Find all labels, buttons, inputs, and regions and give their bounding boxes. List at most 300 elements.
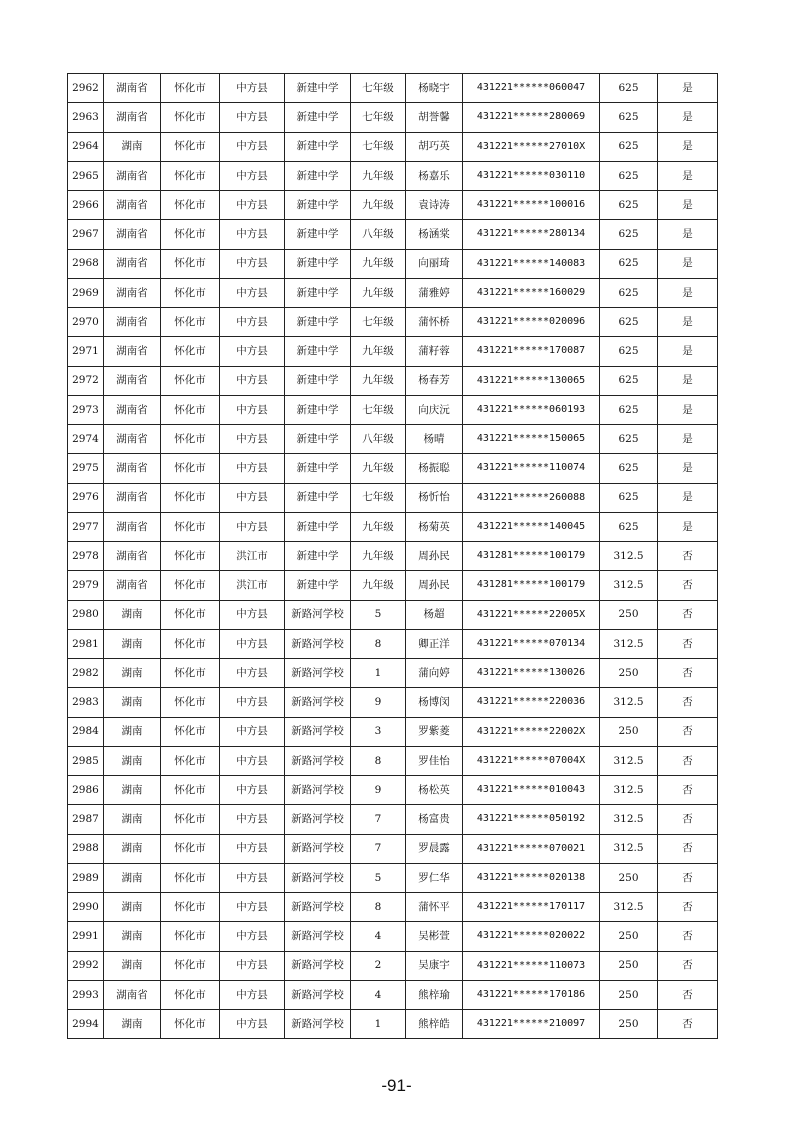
cell-flag: 否 <box>658 805 718 834</box>
cell-id-number: 431221******010043 <box>463 776 600 805</box>
cell-amount: 625 <box>600 103 658 132</box>
cell-province: 湖南 <box>104 922 161 951</box>
cell-grade: 8 <box>351 893 406 922</box>
table-row <box>68 980 718 1009</box>
cell-province: 湖南省 <box>104 74 161 103</box>
cell-county: 中方县 <box>220 132 285 161</box>
cell-city: 怀化市 <box>161 512 220 541</box>
cell-county: 中方县 <box>220 220 285 249</box>
cell-no: 2966 <box>68 191 104 220</box>
cell-grade: 九年级 <box>351 278 406 307</box>
cell-county: 中方县 <box>220 337 285 366</box>
cell-county: 洪江市 <box>220 542 285 571</box>
cell-id-number: 431221******160029 <box>463 278 600 307</box>
cell-id-number: 431221******150065 <box>463 425 600 454</box>
cell-county: 中方县 <box>220 951 285 980</box>
cell-amount: 250 <box>600 717 658 746</box>
cell-amount: 312.5 <box>600 688 658 717</box>
cell-county: 中方县 <box>220 454 285 483</box>
table-row <box>68 922 718 951</box>
cell-name: 熊梓瑜 <box>406 980 463 1009</box>
cell-county: 中方县 <box>220 805 285 834</box>
cell-province: 湖南 <box>104 629 161 658</box>
cell-county: 中方县 <box>220 308 285 337</box>
cell-grade: 九年级 <box>351 512 406 541</box>
cell-amount: 250 <box>600 951 658 980</box>
cell-name: 杨富贵 <box>406 805 463 834</box>
table-row <box>68 161 718 190</box>
cell-county: 中方县 <box>220 249 285 278</box>
cell-flag: 是 <box>658 191 718 220</box>
cell-province: 湖南 <box>104 776 161 805</box>
cell-name: 杨晴 <box>406 425 463 454</box>
cell-amount: 625 <box>600 161 658 190</box>
cell-flag: 否 <box>658 746 718 775</box>
cell-id-number: 431221******07004X <box>463 746 600 775</box>
cell-grade: 2 <box>351 951 406 980</box>
cell-amount: 625 <box>600 74 658 103</box>
cell-flag: 否 <box>658 922 718 951</box>
cell-school: 新路河学校 <box>285 1010 351 1039</box>
cell-county: 中方县 <box>220 512 285 541</box>
cell-name: 蒲雅婷 <box>406 278 463 307</box>
cell-school: 新路河学校 <box>285 659 351 688</box>
cell-province: 湖南省 <box>104 483 161 512</box>
cell-city: 怀化市 <box>161 483 220 512</box>
cell-province: 湖南 <box>104 863 161 892</box>
cell-name: 杨涵棠 <box>406 220 463 249</box>
cell-amount: 312.5 <box>600 571 658 600</box>
table-row <box>68 191 718 220</box>
cell-amount: 250 <box>600 863 658 892</box>
cell-amount: 250 <box>600 980 658 1009</box>
cell-county: 中方县 <box>220 161 285 190</box>
cell-grade: 3 <box>351 717 406 746</box>
table-row <box>68 454 718 483</box>
cell-city: 怀化市 <box>161 249 220 278</box>
cell-county: 中方县 <box>220 629 285 658</box>
cell-name: 杨博闵 <box>406 688 463 717</box>
cell-province: 湖南 <box>104 132 161 161</box>
cell-amount: 625 <box>600 366 658 395</box>
data-table <box>67 73 718 1039</box>
cell-no: 2978 <box>68 542 104 571</box>
cell-amount: 312.5 <box>600 542 658 571</box>
cell-school: 新路河学校 <box>285 922 351 951</box>
cell-county: 中方县 <box>220 834 285 863</box>
cell-no: 2975 <box>68 454 104 483</box>
cell-amount: 250 <box>600 600 658 629</box>
table-row <box>68 1010 718 1039</box>
cell-school: 新路河学校 <box>285 951 351 980</box>
cell-name: 罗佳怡 <box>406 746 463 775</box>
cell-amount: 250 <box>600 1010 658 1039</box>
cell-no: 2984 <box>68 717 104 746</box>
cell-no: 2976 <box>68 483 104 512</box>
cell-grade: 9 <box>351 776 406 805</box>
cell-grade: 4 <box>351 922 406 951</box>
cell-grade: 七年级 <box>351 483 406 512</box>
cell-grade: 七年级 <box>351 74 406 103</box>
cell-city: 怀化市 <box>161 571 220 600</box>
cell-amount: 625 <box>600 395 658 424</box>
cell-amount: 312.5 <box>600 834 658 863</box>
cell-flag: 否 <box>658 571 718 600</box>
cell-province: 湖南 <box>104 805 161 834</box>
cell-province: 湖南省 <box>104 191 161 220</box>
cell-province: 湖南 <box>104 717 161 746</box>
cell-id-number: 431221******170087 <box>463 337 600 366</box>
cell-id-number: 431221******27010X <box>463 132 600 161</box>
cell-province: 湖南省 <box>104 103 161 132</box>
cell-flag: 是 <box>658 308 718 337</box>
cell-name: 杨振聪 <box>406 454 463 483</box>
cell-flag: 否 <box>658 717 718 746</box>
table-row <box>68 278 718 307</box>
cell-grade: 1 <box>351 659 406 688</box>
cell-province: 湖南省 <box>104 395 161 424</box>
table-row <box>68 805 718 834</box>
cell-flag: 否 <box>658 600 718 629</box>
cell-grade: 九年级 <box>351 337 406 366</box>
cell-province: 湖南省 <box>104 249 161 278</box>
cell-province: 湖南省 <box>104 308 161 337</box>
cell-id-number: 431221******220036 <box>463 688 600 717</box>
cell-id-number: 431221******060193 <box>463 395 600 424</box>
cell-grade: 九年级 <box>351 161 406 190</box>
cell-name: 胡巧英 <box>406 132 463 161</box>
cell-name: 吴彬萱 <box>406 922 463 951</box>
cell-amount: 312.5 <box>600 746 658 775</box>
cell-flag: 否 <box>658 659 718 688</box>
cell-grade: 8 <box>351 746 406 775</box>
cell-city: 怀化市 <box>161 688 220 717</box>
cell-name: 周孙民 <box>406 542 463 571</box>
cell-city: 怀化市 <box>161 629 220 658</box>
cell-flag: 是 <box>658 103 718 132</box>
cell-flag: 是 <box>658 366 718 395</box>
cell-no: 2974 <box>68 425 104 454</box>
cell-county: 中方县 <box>220 980 285 1009</box>
cell-amount: 312.5 <box>600 805 658 834</box>
cell-school: 新建中学 <box>285 542 351 571</box>
cell-no: 2967 <box>68 220 104 249</box>
cell-id-number: 431221******170117 <box>463 893 600 922</box>
cell-flag: 是 <box>658 512 718 541</box>
cell-id-number: 431221******020096 <box>463 308 600 337</box>
cell-county: 中方县 <box>220 893 285 922</box>
cell-name: 罗紫菱 <box>406 717 463 746</box>
cell-county: 中方县 <box>220 191 285 220</box>
cell-city: 怀化市 <box>161 717 220 746</box>
cell-flag: 否 <box>658 1010 718 1039</box>
cell-no: 2982 <box>68 659 104 688</box>
cell-province: 湖南省 <box>104 571 161 600</box>
cell-county: 中方县 <box>220 922 285 951</box>
cell-no: 2968 <box>68 249 104 278</box>
cell-county: 中方县 <box>220 278 285 307</box>
table-row <box>68 688 718 717</box>
cell-grade: 5 <box>351 600 406 629</box>
cell-amount: 625 <box>600 191 658 220</box>
cell-name: 杨忻怡 <box>406 483 463 512</box>
table-row <box>68 132 718 161</box>
cell-no: 2986 <box>68 776 104 805</box>
table-row <box>68 951 718 980</box>
cell-city: 怀化市 <box>161 951 220 980</box>
cell-county: 中方县 <box>220 1010 285 1039</box>
table-row <box>68 542 718 571</box>
cell-province: 湖南 <box>104 893 161 922</box>
cell-id-number: 431221******260088 <box>463 483 600 512</box>
cell-county: 中方县 <box>220 688 285 717</box>
cell-no: 2964 <box>68 132 104 161</box>
cell-school: 新建中学 <box>285 74 351 103</box>
cell-school: 新路河学校 <box>285 629 351 658</box>
cell-name: 杨嘉乐 <box>406 161 463 190</box>
cell-id-number: 431281******100179 <box>463 571 600 600</box>
cell-amount: 250 <box>600 659 658 688</box>
cell-city: 怀化市 <box>161 863 220 892</box>
cell-amount: 312.5 <box>600 893 658 922</box>
table-row <box>68 629 718 658</box>
cell-id-number: 431221******070021 <box>463 834 600 863</box>
cell-flag: 否 <box>658 776 718 805</box>
cell-city: 怀化市 <box>161 366 220 395</box>
cell-school: 新建中学 <box>285 337 351 366</box>
cell-grade: 4 <box>351 980 406 1009</box>
page-number: -91- <box>381 1076 412 1095</box>
table-row <box>68 717 718 746</box>
cell-city: 怀化市 <box>161 425 220 454</box>
cell-id-number: 431281******100179 <box>463 542 600 571</box>
cell-province: 湖南省 <box>104 220 161 249</box>
cell-school: 新建中学 <box>285 395 351 424</box>
cell-no: 2994 <box>68 1010 104 1039</box>
cell-school: 新建中学 <box>285 161 351 190</box>
cell-id-number: 431221******140083 <box>463 249 600 278</box>
table-row <box>68 425 718 454</box>
cell-county: 中方县 <box>220 395 285 424</box>
cell-amount: 625 <box>600 454 658 483</box>
cell-city: 怀化市 <box>161 103 220 132</box>
cell-id-number: 431221******020022 <box>463 922 600 951</box>
cell-school: 新建中学 <box>285 425 351 454</box>
cell-city: 怀化市 <box>161 659 220 688</box>
cell-school: 新建中学 <box>285 132 351 161</box>
cell-grade: 九年级 <box>351 191 406 220</box>
cell-city: 怀化市 <box>161 893 220 922</box>
cell-no: 2981 <box>68 629 104 658</box>
cell-flag: 否 <box>658 951 718 980</box>
table-row <box>68 746 718 775</box>
cell-grade: 九年级 <box>351 454 406 483</box>
cell-grade: 七年级 <box>351 103 406 132</box>
cell-city: 怀化市 <box>161 1010 220 1039</box>
cell-city: 怀化市 <box>161 337 220 366</box>
cell-no: 2962 <box>68 74 104 103</box>
cell-county: 中方县 <box>220 863 285 892</box>
cell-name: 杨松英 <box>406 776 463 805</box>
cell-name: 罗仁华 <box>406 863 463 892</box>
cell-school: 新建中学 <box>285 278 351 307</box>
cell-amount: 250 <box>600 922 658 951</box>
cell-no: 2965 <box>68 161 104 190</box>
cell-no: 2992 <box>68 951 104 980</box>
table-row <box>68 483 718 512</box>
cell-name: 蒲籽蓉 <box>406 337 463 366</box>
cell-flag: 是 <box>658 132 718 161</box>
cell-city: 怀化市 <box>161 161 220 190</box>
cell-amount: 625 <box>600 337 658 366</box>
cell-id-number: 431221******280069 <box>463 103 600 132</box>
cell-name: 向庆沅 <box>406 395 463 424</box>
cell-province: 湖南省 <box>104 161 161 190</box>
cell-name: 杨超 <box>406 600 463 629</box>
cell-county: 中方县 <box>220 483 285 512</box>
cell-city: 怀化市 <box>161 542 220 571</box>
cell-id-number: 431221******110074 <box>463 454 600 483</box>
cell-province: 湖南 <box>104 746 161 775</box>
cell-amount: 625 <box>600 512 658 541</box>
cell-id-number: 431221******020138 <box>463 863 600 892</box>
table-row <box>68 220 718 249</box>
cell-county: 中方县 <box>220 366 285 395</box>
cell-school: 新路河学校 <box>285 717 351 746</box>
table-row <box>68 366 718 395</box>
table-row <box>68 571 718 600</box>
cell-flag: 否 <box>658 688 718 717</box>
cell-name: 蒲向婷 <box>406 659 463 688</box>
cell-id-number: 431221******130065 <box>463 366 600 395</box>
cell-province: 湖南省 <box>104 425 161 454</box>
cell-province: 湖南 <box>104 600 161 629</box>
cell-province: 湖南 <box>104 951 161 980</box>
cell-province: 湖南省 <box>104 454 161 483</box>
cell-city: 怀化市 <box>161 74 220 103</box>
cell-id-number: 431221******110073 <box>463 951 600 980</box>
cell-city: 怀化市 <box>161 278 220 307</box>
cell-id-number: 431221******22005X <box>463 600 600 629</box>
cell-no: 2987 <box>68 805 104 834</box>
cell-school: 新建中学 <box>285 366 351 395</box>
cell-flag: 是 <box>658 249 718 278</box>
cell-id-number: 431221******22002X <box>463 717 600 746</box>
cell-city: 怀化市 <box>161 805 220 834</box>
table-row <box>68 395 718 424</box>
cell-school: 新路河学校 <box>285 863 351 892</box>
cell-id-number: 431221******170186 <box>463 980 600 1009</box>
cell-flag: 是 <box>658 483 718 512</box>
cell-city: 怀化市 <box>161 454 220 483</box>
cell-flag: 是 <box>658 337 718 366</box>
cell-amount: 625 <box>600 425 658 454</box>
cell-no: 2985 <box>68 746 104 775</box>
cell-grade: 九年级 <box>351 571 406 600</box>
cell-name: 周孙民 <box>406 571 463 600</box>
cell-city: 怀化市 <box>161 776 220 805</box>
cell-no: 2973 <box>68 395 104 424</box>
cell-province: 湖南省 <box>104 278 161 307</box>
table-body <box>68 74 718 1039</box>
cell-school: 新路河学校 <box>285 746 351 775</box>
cell-id-number: 431221******280134 <box>463 220 600 249</box>
cell-name: 卿正洋 <box>406 629 463 658</box>
cell-grade: 八年级 <box>351 425 406 454</box>
table-row <box>68 659 718 688</box>
cell-no: 2993 <box>68 980 104 1009</box>
cell-name: 袁诗涛 <box>406 191 463 220</box>
cell-no: 2963 <box>68 103 104 132</box>
cell-province: 湖南省 <box>104 337 161 366</box>
cell-flag: 否 <box>658 834 718 863</box>
cell-flag: 是 <box>658 454 718 483</box>
cell-name: 杨春芳 <box>406 366 463 395</box>
cell-school: 新建中学 <box>285 103 351 132</box>
cell-county: 中方县 <box>220 717 285 746</box>
cell-province: 湖南省 <box>104 512 161 541</box>
cell-amount: 625 <box>600 220 658 249</box>
table-row <box>68 863 718 892</box>
cell-school: 新路河学校 <box>285 980 351 1009</box>
cell-school: 新路河学校 <box>285 893 351 922</box>
cell-grade: 七年级 <box>351 395 406 424</box>
cell-province: 湖南 <box>104 688 161 717</box>
cell-flag: 是 <box>658 220 718 249</box>
cell-school: 新建中学 <box>285 454 351 483</box>
cell-school: 新路河学校 <box>285 834 351 863</box>
table-row <box>68 512 718 541</box>
cell-no: 2990 <box>68 893 104 922</box>
cell-no: 2983 <box>68 688 104 717</box>
cell-city: 怀化市 <box>161 132 220 161</box>
cell-flag: 是 <box>658 278 718 307</box>
cell-city: 怀化市 <box>161 395 220 424</box>
cell-no: 2977 <box>68 512 104 541</box>
cell-city: 怀化市 <box>161 308 220 337</box>
cell-name: 罗晨露 <box>406 834 463 863</box>
cell-county: 中方县 <box>220 776 285 805</box>
cell-no: 2971 <box>68 337 104 366</box>
cell-no: 2979 <box>68 571 104 600</box>
cell-id-number: 431221******060047 <box>463 74 600 103</box>
cell-name: 向丽琦 <box>406 249 463 278</box>
cell-name: 熊梓皓 <box>406 1010 463 1039</box>
cell-grade: 九年级 <box>351 542 406 571</box>
cell-name: 杨晓宇 <box>406 74 463 103</box>
cell-province: 湖南 <box>104 834 161 863</box>
cell-school: 新建中学 <box>285 191 351 220</box>
cell-county: 中方县 <box>220 103 285 132</box>
cell-no: 2989 <box>68 863 104 892</box>
cell-grade: 1 <box>351 1010 406 1039</box>
cell-school: 新路河学校 <box>285 805 351 834</box>
cell-grade: 九年级 <box>351 366 406 395</box>
cell-flag: 否 <box>658 542 718 571</box>
cell-school: 新路河学校 <box>285 688 351 717</box>
cell-grade: 7 <box>351 805 406 834</box>
cell-id-number: 431221******030110 <box>463 161 600 190</box>
cell-province: 湖南 <box>104 659 161 688</box>
cell-province: 湖南省 <box>104 366 161 395</box>
table-row <box>68 893 718 922</box>
cell-amount: 625 <box>600 249 658 278</box>
cell-no: 2972 <box>68 366 104 395</box>
cell-city: 怀化市 <box>161 220 220 249</box>
cell-province: 湖南省 <box>104 980 161 1009</box>
cell-school: 新建中学 <box>285 249 351 278</box>
table-row <box>68 776 718 805</box>
